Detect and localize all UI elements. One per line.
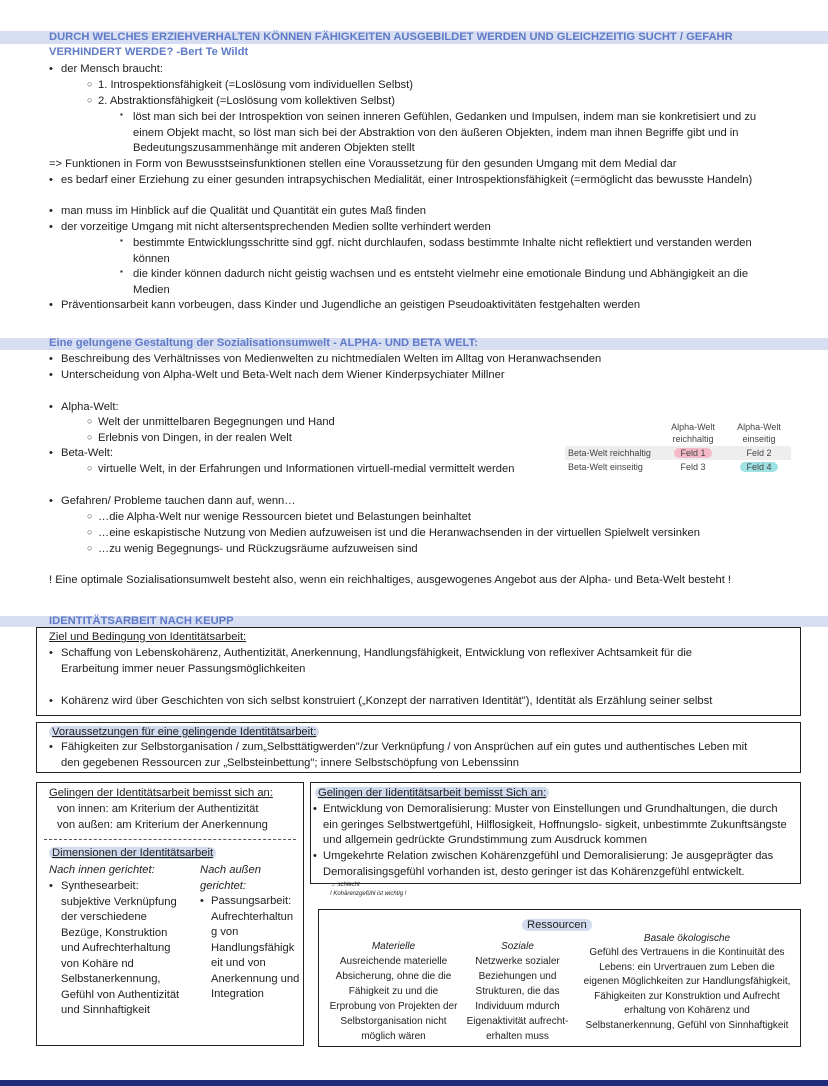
alpha-beta-table <box>565 420 791 474</box>
circle-bullet-icon: ○ <box>87 543 93 553</box>
table-cell-feld3: Feld 3 <box>680 462 706 472</box>
gelingen-aussen: von außen: am Kriterium der Anerkennung <box>57 819 268 831</box>
s1-bullet-4b: die kinder können dadurch nicht geistig wachsen und es entsteht vielmehr eine emotionale Bindung und Abhängigkeit an die Medien <box>133 268 749 296</box>
s2-beta: Beta-Welt: <box>61 447 114 459</box>
handwritten-note-2: ! Kohärenzgefühl ist wichtig ! <box>330 891 407 897</box>
bullet-icon: • <box>313 803 317 815</box>
bullet-icon: • <box>49 299 53 311</box>
bullet-icon: • <box>49 221 53 233</box>
s2-alpha: Alpha-Welt: <box>61 401 119 413</box>
section3-title: IDENTITÄTSARBEIT NACH KEUPP <box>49 615 234 627</box>
bullet-icon: • <box>49 63 53 75</box>
bullet-icon: • <box>49 205 53 217</box>
s1-arrow-line: => Funktionen in Form von Bewusstseinsfunktionen stellen eine Voraussetzung für den gesunden Umgang mit dem Medial dar <box>49 158 677 170</box>
circle-bullet-icon: ○ <box>87 79 93 89</box>
s2-conclusion: ! Eine optimale Sozialisationsumwelt besteht also, wenn ein reichhaltiges, ausgewogenes Angebot aus der Alpha- und Beta-Welt besteht ! <box>49 574 732 586</box>
section2-title: Eine gelungene Gestaltung der Sozialisationsumwelt - ALPHA- UND BETA WELT: <box>49 337 478 349</box>
s1-bullet-1: der Mensch braucht: <box>61 63 163 75</box>
table-header-alpha-rich: Alpha-Welt reichhaltig <box>671 422 715 444</box>
square-bullet-icon: ▪ <box>120 267 123 276</box>
gelingen-right-bullet-1: Entwicklung von Demoralisierung: Muster von Einstellungen und Grundhaltungen, die durch ein geringes Selbstwertgefühl, Hilflosigkeit, Hoffnungslo- sigkeit, unbestimmte Zukunftsängste und allgemein gedrückte Grundstimmung zum Ausdruck kommen <box>323 803 787 846</box>
bullet-icon: • <box>49 880 53 892</box>
bullet-icon: • <box>49 174 53 186</box>
gelingen-innen: von innen: am Kriterium der Authentizität <box>57 803 259 815</box>
bullet-icon: • <box>49 369 53 381</box>
bullet-icon: • <box>49 741 53 753</box>
bullet-icon: • <box>49 447 53 459</box>
s2-gefahren-2: …eine eskapistische Nutzung von Medien aufzuweisen ist und die Heranwachsenden in der virtuellen Spielwelt versinken <box>98 527 700 539</box>
circle-bullet-icon: ○ <box>87 416 93 426</box>
section1-title: DURCH WELCHES ERZIEHVERHALTEN KÖNNEN FÄHIGKEITEN AUSGEBILDET WERDEN UND GLEICHZEITIG SUCHT / GEFAHR <box>49 31 733 43</box>
gelingen-right-bullet-2: Umgekehrte Relation zwischen Kohärenzgefühl und Demoralisierung: Je ausgeprägter das Demoralisingsgefühl vorhanden ist, desto geringer ist das Kohärenzgefühl entwickelt. <box>323 850 774 878</box>
bullet-icon: • <box>49 647 53 659</box>
s2-beta-1: virtuelle Welt, in der Erfahrungen und Informationen virtuell-medial vermittelt werden <box>98 463 515 475</box>
table-header-alpha-onesided: Alpha-Welt einseitig <box>737 422 781 444</box>
bullet-icon: • <box>49 695 53 707</box>
s2-gefahren: Gefahren/ Probleme tauchen dann auf, wenn… <box>61 495 296 507</box>
circle-bullet-icon: ○ <box>87 463 93 473</box>
basale-heading: Basale ökologische <box>643 933 731 944</box>
materielle-body: Ausreichende materielle Absicherung, ohne die die Fähigkeit zu und die Erprobung von Projekten der Selbstorganisation nicht möglich wären <box>329 956 458 1042</box>
s1-bullet-1c: löst man sich bei der Introspektion von seinen inneren Gefühlen, Gedanken und Impulsen, indem man sie konkretisiert und zu einem Objekt macht, so löst man sich bei der Abstraktion von den äußeren Objekten, indem man ihnen Begriffe gibt und in Bedeutungszusammenhänge mit anderen Objekten stellt <box>133 111 757 154</box>
bullet-icon: • <box>49 353 53 365</box>
handwritten-note-1: → schlecht <box>330 882 360 888</box>
s1-bullet-1b: 2. Abstraktionsfähigkeit (=Loslösung vom kollektiven Selbst) <box>98 95 395 107</box>
ziel-title: Ziel und Bedingung von Identitätsarbeit: <box>49 631 247 643</box>
bullet-icon: • <box>313 850 317 862</box>
dimensionen-title: Dimensionen der Identitätsarbeit <box>49 846 216 861</box>
circle-bullet-icon: ○ <box>87 432 93 442</box>
materielle-heading: Materielle <box>371 941 416 952</box>
bullet-icon: • <box>49 495 53 507</box>
ressourcen-title: Ressourcen <box>522 918 592 933</box>
basale-body: Gefühl des Vertrauens in die Kontinuität des Lebens: ein Urvertrauen zum Leben die eigenen Möglichkeiten zur Handlungsfähigkeit, Fähigkeiten zur Konstruktion und Aufrecht erhaltung von Kohärenz und Selbstanerkennung, Gefühl von Sinnhaftigkeit <box>583 947 791 1031</box>
s2-alpha-2: Erlebnis von Dingen, in der realen Welt <box>98 432 292 444</box>
bottom-bar <box>0 1080 828 1086</box>
s2-bullet-2: Unterscheidung von Alpha-Welt und Beta-Welt nach dem Wiener Kinderpsychiater Millner <box>61 369 505 381</box>
s2-gefahren-1: …die Alpha-Welt nur wenige Ressourcen bietet und Belastungen beinhaltet <box>98 511 471 523</box>
circle-bullet-icon: ○ <box>87 95 93 105</box>
s2-gefahren-3: …zu wenig Begegnungs- und Rückzugsräume aufzuweisen sind <box>98 543 418 555</box>
table-cell-feld4: Feld 4 <box>740 462 777 472</box>
innen-body: Synthesearbeit: subjektive Verknüpfung der verschiedene Bezüge, Konstruktion und Aufrechterhaltung von Kohäre nd Selbstanerkennung, Gefühl von Authentizität und Sinnhaftigkeit <box>61 880 180 1016</box>
s1-bullet-3: man muss im Hinblick auf die Qualität und Quantität ein gutes Maß finden <box>61 205 427 217</box>
soziale-body: Netzwerke sozialer Beziehungen und Strukturen, die das Individuum mdurch Eigenaktivität aufrecht- erhalten muss <box>466 956 569 1042</box>
circle-bullet-icon: ○ <box>87 511 93 521</box>
aussen-body: Passungsarbeit: Aufrechterhaltun g von Handlungsfähigk eit und von Anerkennung und Integration <box>211 895 300 1000</box>
aussen-heading: Nach außen gerichtet: <box>200 864 261 892</box>
innen-heading: Nach innen gerichtet: <box>49 864 155 876</box>
voraussetzungen-title: Voraussetzungen für eine gelingende Identitätsarbeit: <box>49 725 319 740</box>
table-cell-feld2: Feld 2 <box>727 446 791 460</box>
bullet-icon: • <box>49 401 53 413</box>
ziel-bullet-1: Schaffung von Lebenskohärenz, Authentizität, Anerkennung, Handlungsfähigkeit, Entwicklung von reflexiver Achtsamkeit für die Erarbeitung immer neuer Passungsmöglichkeiten <box>61 647 693 675</box>
soziale-heading: Soziale <box>501 941 534 952</box>
dashed-divider <box>44 839 296 840</box>
gelingen-left-title: Gelingen der Identitätsarbeit bemisst sich an: <box>49 787 273 799</box>
section1-title-line2: VERHINDERT WERDE? -Bert Te Wildt <box>49 46 249 58</box>
table-row-beta-onesided: Beta-Welt einseitig <box>568 462 643 472</box>
s1-bullet-2: es bedarf einer Erziehung zu einer gesunden intrapsychischen Medialität, einer Introspektionsfähigkeit (=ermöglicht das bewusste Handeln) <box>61 174 753 186</box>
circle-bullet-icon: ○ <box>87 527 93 537</box>
s1-bullet-1a: 1. Introspektionsfähigkeit (=Loslösung vom individuellen Selbst) <box>98 79 413 91</box>
ziel-bullet-2: Kohärenz wird über Geschichten von sich selbst konstruiert („Konzept der narrativen Identität"), Identität als Erzählung seiner selbst <box>61 695 713 707</box>
square-bullet-icon: ▪ <box>120 110 123 119</box>
s1-bullet-5: Präventionsarbeit kann vorbeugen, dass Kinder und Jugendliche an geistigen Pseudoaktivitäten festgehalten werden <box>61 299 641 311</box>
section1-author: -Bert Te Wildt <box>176 46 249 58</box>
table-row-beta-rich: Beta-Welt reichhaltig <box>565 446 659 460</box>
s2-bullet-1: Beschreibung des Verhältnisses von Medienwelten zu nichtmedialen Welten im Alltag von Heranwachsenden <box>61 353 602 365</box>
table-cell-feld1: Feld 1 <box>674 448 711 458</box>
s1-bullet-4a: bestimmte Entwicklungsschritte sind ggf. nicht durchlaufen, sodass bestimmte Inhalte nicht reflektiert und verstanden werden können <box>133 237 752 265</box>
s2-alpha-1: Welt der unmittelbaren Begegnungen und Hand <box>98 416 335 428</box>
s1-bullet-4: der vorzeitige Umgang mit nicht altersentsprechenden Medien sollte verhindert werden <box>61 221 491 233</box>
gelingen-right-title: Gelingen der Iidentitätsarbeit bemisst Sich an: <box>315 786 549 801</box>
voraussetzungen-bullet: Fähigkeiten zur Selbstorganisation / zum„Selbsttätigwerden"/zur Verknüpfung / von Ansprüchen auf ein gutes und authentisches Leben mit den gegebenen Ressourcen zur „Selbsteinbettung"; innere Selbstschöpfung von Lebenssinn <box>61 741 748 769</box>
bullet-icon: • <box>200 895 204 907</box>
square-bullet-icon: ▪ <box>120 236 123 245</box>
